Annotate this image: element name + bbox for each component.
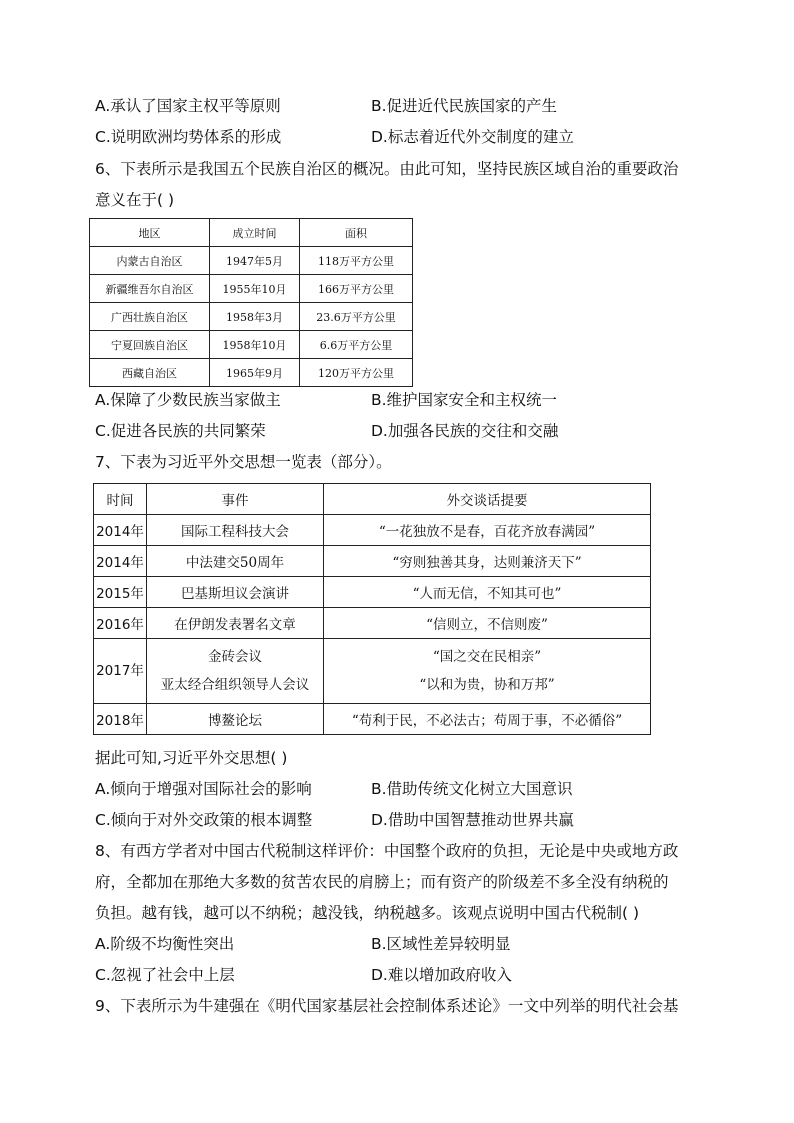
q7-follow: 据此可知,习近平外交思想( ) — [95, 749, 288, 767]
q6-option-b: B.维护国家安全和主权统一 — [371, 391, 558, 409]
q7-option-a: A.倾向于增强对国际社会的影响 — [95, 780, 312, 798]
area-cell: 166万平方公里 — [300, 275, 413, 303]
table-row — [90, 359, 413, 387]
quote-cell: “苟利于民，不必法古；苟周于事，不必循俗” — [324, 704, 651, 735]
q5-option-a: A.承认了国家主权平等原则 — [95, 97, 281, 115]
year-cell: 2014年 — [94, 546, 147, 577]
table-header-cell: 事件 — [147, 484, 324, 515]
q8-option-c: C.忽视了社会中上层 — [95, 966, 235, 984]
event-cell: 在伊朗发表署名文章 — [147, 608, 324, 639]
table-header-cell: 时间 — [94, 484, 147, 515]
date-cell: 1955年10月 — [210, 275, 300, 303]
quote-line: “以和为贵，协和万邦” — [419, 677, 555, 693]
q7-table — [93, 483, 651, 735]
event-line: 金砖会议 — [208, 649, 262, 665]
event-cell: 国际工程科技大会 — [147, 515, 324, 546]
table-row — [94, 639, 651, 704]
area-cell: 118万平方公里 — [300, 247, 413, 275]
table-row — [94, 704, 651, 735]
table-header-cell: 外交谈话提要 — [324, 484, 651, 515]
q7-option-c: C.倾向于对外交政策的根本调整 — [95, 811, 313, 829]
region-cell: 新疆维吾尔自治区 — [90, 275, 210, 303]
table-row — [94, 515, 651, 546]
event-cell: 博鳌论坛 — [147, 704, 324, 735]
region-cell: 西藏自治区 — [90, 359, 210, 387]
q5-option-c: C.说明欧洲均势体系的形成 — [95, 128, 282, 146]
q6-stem-line-2: 意义在于( ) — [95, 191, 175, 209]
quote-cell: “人而无信，不知其可也” — [324, 577, 651, 608]
quote-cell: “穷则独善其身，达则兼济天下” — [324, 546, 651, 577]
quote-cell: “一花独放不是春，百花齐放春满园” — [324, 515, 651, 546]
year-cell: 2015年 — [94, 577, 147, 608]
q7-stem: 7、下表为习近平外交思想一览表（部分）。 — [95, 453, 392, 471]
table-row — [90, 275, 413, 303]
q8-option-b: B.区域性差异较明显 — [371, 935, 511, 953]
q5-option-b: B.促进近代民族国家的产生 — [371, 97, 558, 115]
table-header-row — [94, 484, 651, 515]
table-row — [90, 303, 413, 331]
q7-option-d: D.借助中国智慧推动世界共赢 — [371, 811, 574, 829]
date-cell: 1958年3月 — [210, 303, 300, 331]
event-cell: 巴基斯坦议会演讲 — [147, 577, 324, 608]
q6-option-d: D.加强各民族的交往和交融 — [371, 422, 559, 440]
event-cell: 中法建交50周年 — [147, 546, 324, 577]
area-cell: 120万平方公里 — [300, 359, 413, 387]
table-row — [90, 331, 413, 359]
q6-table — [89, 218, 413, 387]
region-cell: 内蒙古自治区 — [90, 247, 210, 275]
year-cell: 2016年 — [94, 608, 147, 639]
area-cell: 23.6万平方公里 — [300, 303, 413, 331]
year-cell: 2018年 — [94, 704, 147, 735]
q6-option-c: C.促进各民族的共同繁荣 — [95, 422, 266, 440]
q8-option-d: D.难以增加政府收入 — [371, 966, 512, 984]
q7-option-b: B.借助传统文化树立大国意识 — [371, 780, 573, 798]
table-row — [90, 247, 413, 275]
quote-cell — [324, 639, 651, 704]
year-cell: 2014年 — [94, 515, 147, 546]
table-header-cell: 成立时间 — [210, 219, 300, 247]
quote-cell: “信则立，不信则废” — [324, 608, 651, 639]
q8-option-a: A.阶级不均衡性突出 — [95, 935, 235, 953]
q8-stem-line-3: 负担。越有钱，越可以不纳税；越没钱，纳税越多。该观点说明中国古代税制( ) — [95, 904, 640, 922]
table-row — [94, 608, 651, 639]
q6-stem-line-1: 6、下表所示是我国五个民族自治区的概况。由此可知，坚持民族区域自治的重要政治 — [95, 160, 679, 178]
date-cell: 1947年5月 — [210, 247, 300, 275]
q8-stem-line-1: 8、有西方学者对中国古代税制这样评价：中国整个政府的负担，无论是中央或地方政 — [95, 842, 679, 860]
q9-stem-line-1: 9、下表所示为牛建强在《明代国家基层社会控制体系述论》一文中列举的明代社会基 — [95, 997, 679, 1015]
table-header-cell: 面积 — [300, 219, 413, 247]
q6-option-a: A.保障了少数民族当家做主 — [95, 391, 281, 409]
date-cell: 1965年9月 — [210, 359, 300, 387]
table-header-row — [90, 219, 413, 247]
table-row — [94, 546, 651, 577]
area-cell: 6.6万平方公里 — [300, 331, 413, 359]
q8-stem-line-2: 府，全都加在那绝大多数的贫苦农民的肩膀上；而有资产的阶级差不多全没有纳税的 — [95, 873, 669, 891]
year-cell: 2017年 — [94, 639, 147, 704]
region-cell: 宁夏回族自治区 — [90, 331, 210, 359]
event-line: 亚太经合组织领导人会议 — [160, 677, 310, 693]
date-cell: 1958年10月 — [210, 331, 300, 359]
quote-line: “国之交在民相亲” — [432, 649, 542, 665]
table-row — [94, 577, 651, 608]
event-cell — [147, 639, 324, 704]
region-cell: 广西壮族自治区 — [90, 303, 210, 331]
table-header-cell: 地区 — [90, 219, 210, 247]
q5-option-d: D.标志着近代外交制度的建立 — [371, 128, 574, 146]
